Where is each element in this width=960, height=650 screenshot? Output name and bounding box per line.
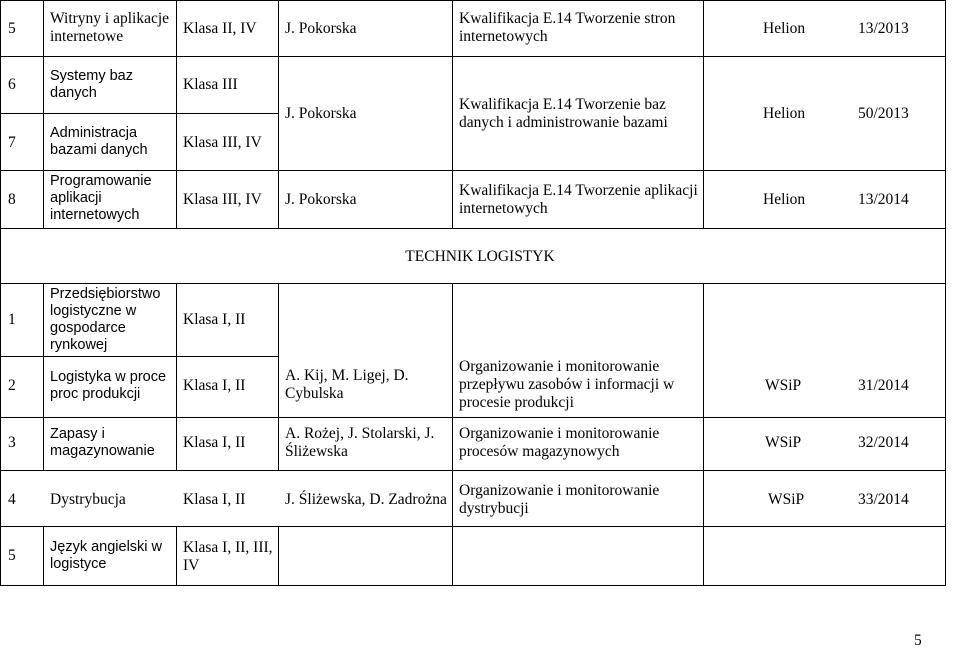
qualification-cell [459,482,659,518]
qualification-cell [459,96,668,132]
row-number: 5 [8,20,16,37]
qualification-line: danych i administrowanie bazami [459,114,668,131]
author-cell: J. Pokorska [285,191,357,208]
author-line: Cybulska [285,385,344,402]
row-number: 3 [8,434,16,451]
qualification-cell [459,10,675,46]
klasa-cell: Klasa III, IV [183,134,262,151]
row-number: 7 [8,134,16,151]
qualification-line: Kwalifikacja E.14 Tworzenie stron [459,10,676,27]
subject-cell [50,426,155,460]
qualification-line: Organizowanie i monitorowanie [459,482,660,499]
publisher-cell: WSiP [765,434,802,451]
subject-cell [50,369,166,403]
subject-line: Administracja [50,125,138,141]
subject-line: bazami danych [50,142,148,158]
row-number: 4 [8,491,16,508]
klasa-cell: Klasa I, II [183,311,246,328]
subject-line: Przedsiębiorstwo [50,286,161,302]
author-cell [285,425,434,461]
qualification-cell [459,425,659,461]
qualification-line: procesów magazynowych [459,443,620,460]
subject-line: aplikacji [50,190,102,206]
approval-number: 13/2014 [858,191,909,208]
subject-line: Język angielski w [50,539,163,555]
page-number: 5 [914,632,922,649]
qualification-line: Organizowanie i monitorowanie [459,425,660,442]
subject-cell [50,10,169,46]
subject-line: Programowanie [50,173,152,189]
qualification-line: procesie produkcji [459,394,574,411]
approval-number: 33/2014 [858,491,909,508]
subject-line: logistyce [50,556,107,572]
publisher-cell: WSiP [765,377,802,394]
subject-line: Witryny i aplikacje [50,10,170,27]
subject-line: rynkowej [50,337,108,353]
subject-line: Systemy baz [50,68,133,84]
qualification-line: internetowych [459,200,548,217]
qualification-cell [459,182,698,218]
qualification-line: Kwalifikacja E.14 Tworzenie baz [459,96,666,113]
author-line: A. Rożej, J. Stolarski, J. [285,425,435,442]
approval-number: 31/2014 [858,377,909,394]
author-line: A. Kij, M. Ligej, D. [285,367,409,384]
author-line: Śliżewska [285,443,348,460]
klasa-line: IV [183,557,200,574]
subject-line: logistyczne w [50,303,137,319]
subject-cell [50,539,162,573]
qualification-line: przepływu zasobów i informacji w [459,376,675,393]
klasa-cell: Klasa III [183,76,238,93]
klasa-cell: Klasa I, II [183,434,246,451]
klasa-line: Klasa I, II, III, [183,539,273,556]
subject-line: internetowe [50,28,124,45]
row-number: 6 [8,76,16,93]
subject-line: danych [50,85,97,101]
subject-cell [50,68,133,102]
row-number: 2 [8,377,16,394]
qualification-line: dystrybucji [459,500,529,517]
section-title: TECHNIK LOGISTYK [405,248,555,265]
klasa-cell: Klasa III, IV [183,191,262,208]
subject-line: internetowych [50,207,140,223]
subject-cell [50,125,148,159]
subject-line: gospodarce [50,320,126,336]
qualification-cell [459,358,674,412]
approval-number: 50/2013 [858,105,909,122]
publisher-cell: Helion [763,191,806,208]
subject-cell [50,173,152,224]
author-cell: J. Pokorska [285,20,357,37]
subject-line: magazynowanie [50,443,155,459]
qualification-line: Kwalifikacja E.14 Tworzenie aplikacji [459,182,698,199]
row-number: 1 [8,311,16,328]
row-number: 5 [8,547,16,564]
klasa-cell: Klasa I, II [183,491,246,508]
subject-cell [50,286,160,354]
approval-number: 32/2014 [858,434,909,451]
author-cell [285,367,409,403]
author-cell: J. Pokorska [285,105,357,122]
qualification-line: Organizowanie i monitorowanie [459,358,660,375]
subject-cell: Dystrybucja [50,491,126,508]
klasa-cell: Klasa II, IV [183,20,257,37]
klasa-cell [183,539,273,575]
publisher-cell: Helion [763,105,806,122]
subject-line: Logistyka w proce [50,369,167,385]
publisher-cell: WSiP [768,491,805,508]
author-cell: J. Śliżewska, D. Zadrożna [285,491,447,508]
subject-line: Zapasy i [50,426,105,442]
publisher-cell: Helion [763,20,806,37]
klasa-cell: Klasa I, II [183,377,246,394]
row-number: 8 [8,191,16,208]
qualification-line: internetowych [459,28,548,45]
subject-line: proc produkcji [50,386,141,402]
approval-number: 13/2013 [858,20,909,37]
